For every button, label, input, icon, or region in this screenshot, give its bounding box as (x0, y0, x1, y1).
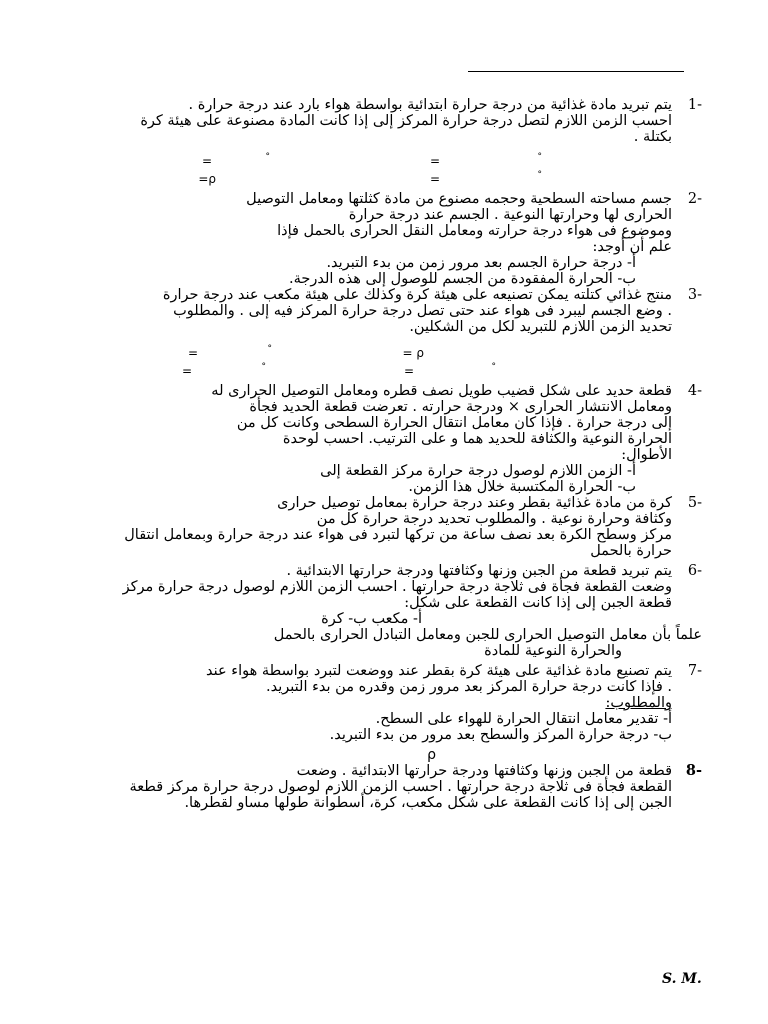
problem-line: تحديد الزمن اللازم للتبريد لكل من الشكلين. (409, 319, 672, 335)
problem-line: قطعة الجبن إلى إذا كانت القطعة على شكل: (404, 595, 672, 611)
symbol: ° (267, 344, 272, 354)
problem-line: . وضع الجسم ليبرد فى هواء عند حتى تصل درجة حرارة المركز فيه إلى . والمطلوب (173, 303, 672, 319)
problem-subitem: أ- مكعب ب- كرة (321, 611, 422, 627)
problem-line: وكثافة وحرارة نوعية . والمطلوب تحديد درجة حرارة كل من (316, 511, 672, 527)
symbol: ρ = (402, 346, 424, 360)
problem-line: حرارة بالحمل (590, 543, 672, 559)
problem-line: والحرارة النوعية للمادة (484, 643, 622, 659)
problem-line: قطعة من الجبن وزنها وكثافتها ودرجة حرارتها الابتدائية . وضعت (296, 763, 672, 779)
problem-number: 3- (687, 287, 702, 303)
symbol: ° (537, 152, 542, 162)
problem-line: الحرارى لها وحرارتها النوعية . الجسم عند درجة حرارة (348, 207, 672, 223)
problem-line: القطعة فجأة فى ثلاجة درجة حرارتها . احسب الزمن اللازم لوصول درجة حرارة مركز قطعة (129, 779, 672, 795)
symbol: = (429, 172, 440, 186)
header-rule (468, 71, 684, 72)
problem-line: منتج غذائي كتلته يمكن تصنيعه على هيئة كرة وكذلك على هيئة مكعب عند درجة حرارة (162, 287, 672, 303)
symbol: = (201, 154, 212, 168)
problem-number: 2- (687, 191, 702, 207)
problem-line: بكتلة . (633, 129, 672, 145)
symbol: = (403, 364, 414, 378)
problem-line: قطعة حديد على شكل قضيب طويل نصف قطره ومعامل التوصيل الحرارى له (211, 383, 672, 399)
problem-subitem: ب- الحرارة المفقودة من الجسم للوصول إلى هذه الدرجة. (289, 271, 636, 287)
symbol-block (72, 743, 672, 763)
problem-sheet (72, 97, 702, 811)
problem-number: 6- (687, 563, 702, 579)
symbol: ° (537, 170, 542, 180)
symbol: ° (491, 362, 496, 372)
problem-subitem: أ- درجة حرارة الجسم بعد مرور زمن من بدء التبريد. (326, 255, 636, 271)
problem-line: جسم مساحته السطحية وحجمه مصنوع من مادة كثلتها ومعامل التوصيل (246, 191, 672, 207)
symbol: ° (265, 152, 270, 162)
symbol: = (187, 346, 198, 360)
problem-subitem: ب- الحرارة المكتسبة خلال هذا الزمن. (408, 479, 636, 495)
problem-3 (72, 287, 702, 381)
problem-line: احسب الزمن اللازم لتصل درجة حرارة المركز إلى إذا كانت المادة مصنوعة على هيئة كرة (140, 113, 672, 129)
problem-2 (72, 191, 702, 287)
problem-subitem: أ- الزمن اللازم لوصول درجة حرارة مركز القطعة إلى (320, 463, 636, 479)
problem-line: علم أن أوجد: (592, 239, 672, 255)
problem-line: يتم تبريد مادة غذائية من درجة حرارة ابتدائية بواسطة هواء بارد عند درجة حرارة . (188, 97, 672, 113)
symbol-block (72, 343, 672, 381)
symbol: ρ (427, 747, 436, 763)
problem-8 (72, 763, 702, 811)
problem-number: 7- (687, 663, 702, 679)
problem-line: الأطوال: (621, 447, 672, 463)
symbol: ° (261, 362, 266, 372)
problem-number: 5- (687, 495, 702, 511)
problem-line: الجبن إلى إذا كانت القطعة على شكل مكعب، كرة، أسطوانة طولها مساو لقطرها. (184, 795, 672, 811)
problem-4 (72, 383, 702, 495)
symbol: = (429, 154, 440, 168)
problem-line: وموضوع فى هواء درجة حرارته ومعامل النقل الحرارى بالحمل فإذا (277, 223, 672, 239)
problem-subitem: أ- تقدير معامل انتقال الحرارة للهواء على السطح. (375, 711, 672, 727)
symbol: ρ= (198, 172, 216, 186)
problem-number: 1- (687, 97, 702, 113)
problem-1 (72, 97, 702, 187)
problem-line: الحرارة النوعية والكثافة للحديد هما و على الترتيب. احسب لوحدة (282, 431, 672, 447)
required-heading: والمطلوب: (605, 695, 672, 711)
problem-6 (72, 563, 702, 659)
problem-5 (72, 495, 702, 559)
problem-line: كرة من مادة غذائية بقطر وعند درجة حرارة بمعامل توصيل حرارى (277, 495, 672, 511)
problem-line: وضعت القطعة فجأة فى ثلاجة درجة حرارتها . احسب الزمن اللازم لوصول درجة حرارة مركز (122, 579, 672, 595)
problem-line: . فإذا كانت درجة حرارة المركز بعد مرور زمن وقدره من بدء التبريد. (266, 679, 672, 695)
problem-number: 4- (687, 383, 702, 399)
symbol: = (181, 364, 192, 378)
symbol-block (72, 151, 672, 187)
problem-line: مركز وسطح الكرة بعد نصف ساعة من تركها لتبرد فى هواء عند درجة حرارة وبمعامل انتقال (124, 527, 672, 543)
problem-line: إلى درجة حرارة . فإذا كان معامل انتقال الحرارة السطحى وكانت كل من (236, 415, 672, 431)
author-signature: S. M. (662, 971, 702, 987)
problem-number: 8- (685, 762, 702, 779)
problem-line: ومعامل الانتشار الحرارى × ودرجة حرارته . تعرضت قطعة الحديد فجأة (249, 399, 672, 415)
problem-7 (72, 663, 702, 763)
problem-line: يتم تصنيع مادة غذائية على هيئة كرة بقطر عند ووضعت لتبرد بواسطة هواء عند (206, 663, 672, 679)
problem-subitem: ب- درجة حرارة المركز والسطح بعد مرور من بدء التبريد. (329, 727, 672, 743)
problem-line: يتم تبريد قطعة من الجبن وزنها وكثافتها ودرجة حرارتها الابتدائية . (286, 563, 672, 579)
problem-line: علماً بأن معامل التوصيل الحرارى للجبن ومعامل التبادل الحرارى بالحمل (273, 627, 702, 643)
